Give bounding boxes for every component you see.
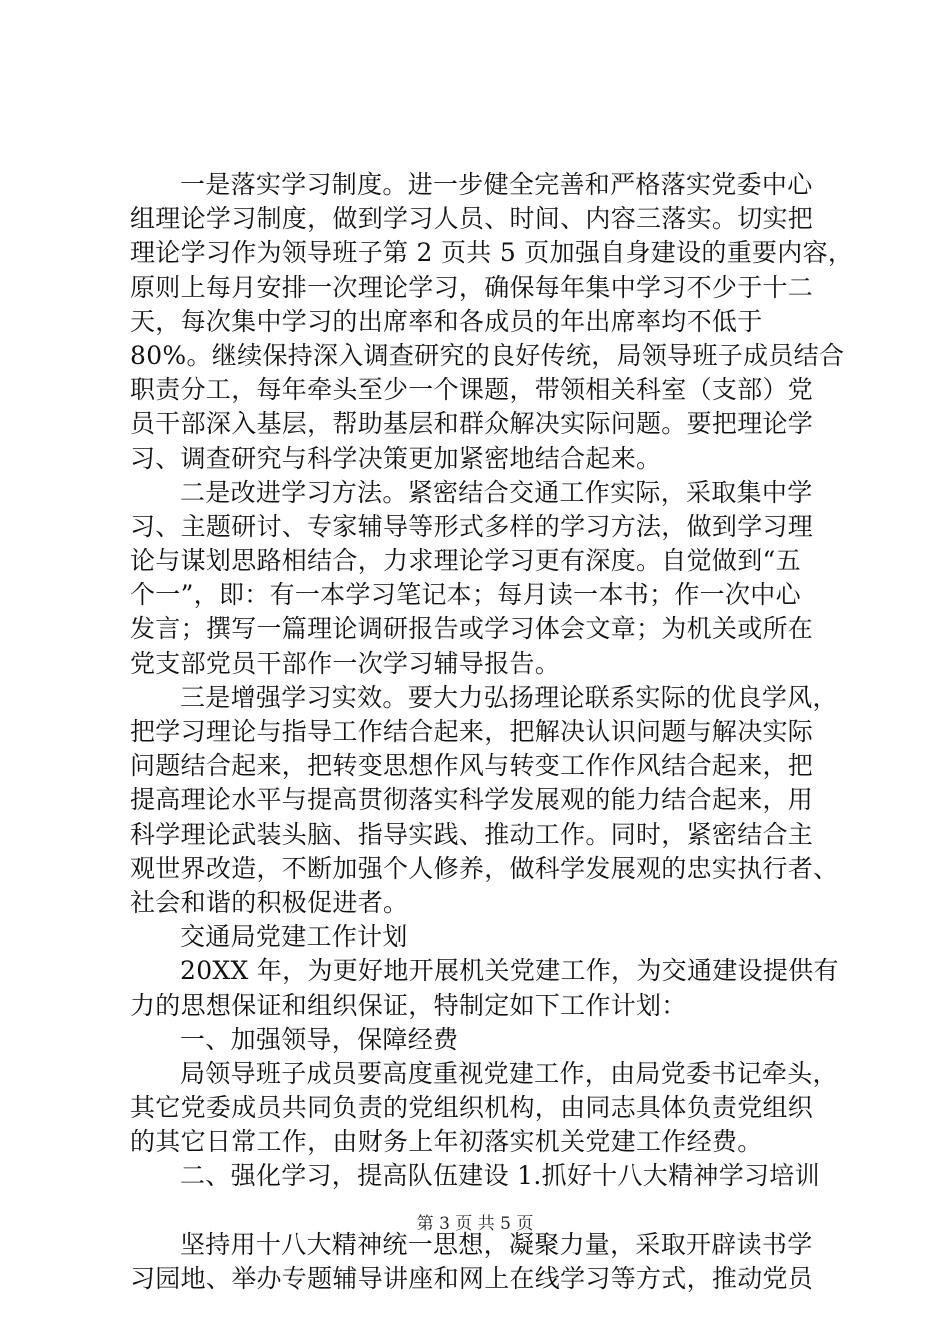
- paragraph-line: 理论学习作为领导班子第 2 页共 5 页加强自身建设的重要内容，: [130, 238, 854, 268]
- page-number-footer: 第 3 页 共 5 页: [416, 1214, 534, 1234]
- paragraph-line: 职责分工，每年牵头至少一个课题，带领相关科室（支部）党: [130, 375, 814, 405]
- paragraph-line: 坚持用十八大精神统一思想，凝聚力量，采取开辟读书学: [180, 1229, 813, 1259]
- paragraph-line: 把学习理论与指导工作结合起来，把解决认识问题与解决实际: [130, 717, 814, 746]
- document-body: [130, 168, 854, 1296]
- paragraph-line: 员干部深入基层，帮助基层和群众解决实际问题。要把理论学: [130, 409, 814, 439]
- paragraph-line: 习、主题研讨、专家辅导等形式多样的学习方法，做到学习理: [130, 511, 814, 541]
- paragraph-line: 问题结合起来，把转变思想作风与转变工作作风结合起来，把: [130, 751, 814, 781]
- paragraph-line: 二是改进学习方法。紧密结合交通工作实际，采取集中学: [180, 477, 813, 507]
- paragraph-line: 80%。继续保持深入调查研究的良好传统，局领导班子成员结合: [130, 340, 845, 370]
- section-heading: 二、强化学习，提高队伍建设 1.抓好十八大精神学习培训: [180, 1161, 820, 1191]
- paragraph-line: 一是落实学习制度。进一步健全完善和严格落实党委中心: [180, 170, 813, 199]
- paragraph-line: 习、调查研究与科学决策更加紧密地结合起来。: [130, 443, 662, 473]
- section-heading: 一、加强领导，保障经费: [180, 1024, 459, 1054]
- paragraph-line: 党支部党员干部作一次学习辅导报告。: [130, 648, 561, 678]
- paragraph-line: 力的思想保证和组织保证，特制定如下工作计划：: [130, 990, 687, 1020]
- paragraph-line: 局领导班子成员要高度重视党建工作，由局党委书记牵头，: [180, 1058, 838, 1088]
- paragraph-line: 20XX 年，为更好地开展机关党建工作，为交通建设提供有: [180, 956, 839, 986]
- paragraph-line: 的其它日常工作，由财务上年初落实机关党建工作经费。: [130, 1127, 763, 1157]
- paragraph-line: 发言；撰写一篇理论调研报告或学习体会文章；为机关或所在: [130, 614, 814, 644]
- paragraph-line: 论与谋划思路相结合，力求理论学习更有深度。自觉做到“五: [130, 546, 801, 576]
- paragraph-line: 其它党委成员共同负责的党组织机构，由同志具体负责党组织: [130, 1093, 814, 1123]
- paragraph-line: 原则上每月安排一次理论学习，确保每年集中学习不少于十二: [130, 272, 814, 302]
- paragraph-line: 天，每次集中学习的出席率和各成员的年出席率均不低于: [130, 306, 763, 336]
- paragraph-line: 提高理论水平与提高贯彻落实科学发展观的能力结合起来，用: [130, 785, 814, 815]
- paragraph-line: 个一”，即：有一本学习笔记本；每月读一本书；作一次中心: [130, 580, 801, 610]
- paragraph-line: 习园地、举办专题辅导讲座和网上在线学习等方式，推动党员: [130, 1263, 814, 1293]
- paragraph-line: 三是增强学习实效。要大力弘扬理论联系实际的优良学风，: [180, 682, 838, 712]
- section-title: 交通局党建工作计划: [180, 922, 408, 952]
- paragraph-line: 观世界改造，不断加强个人修养，做科学发展观的忠实执行者、: [130, 853, 839, 883]
- paragraph-line: 科学理论武装头脑、指导实践、推动工作。同时，紧密结合主: [130, 819, 814, 849]
- paragraph-line: 社会和谐的积极促进者。: [130, 887, 409, 917]
- paragraph-line: 组理论学习制度，做到学习人员、时间、内容三落实。切实把: [130, 204, 814, 234]
